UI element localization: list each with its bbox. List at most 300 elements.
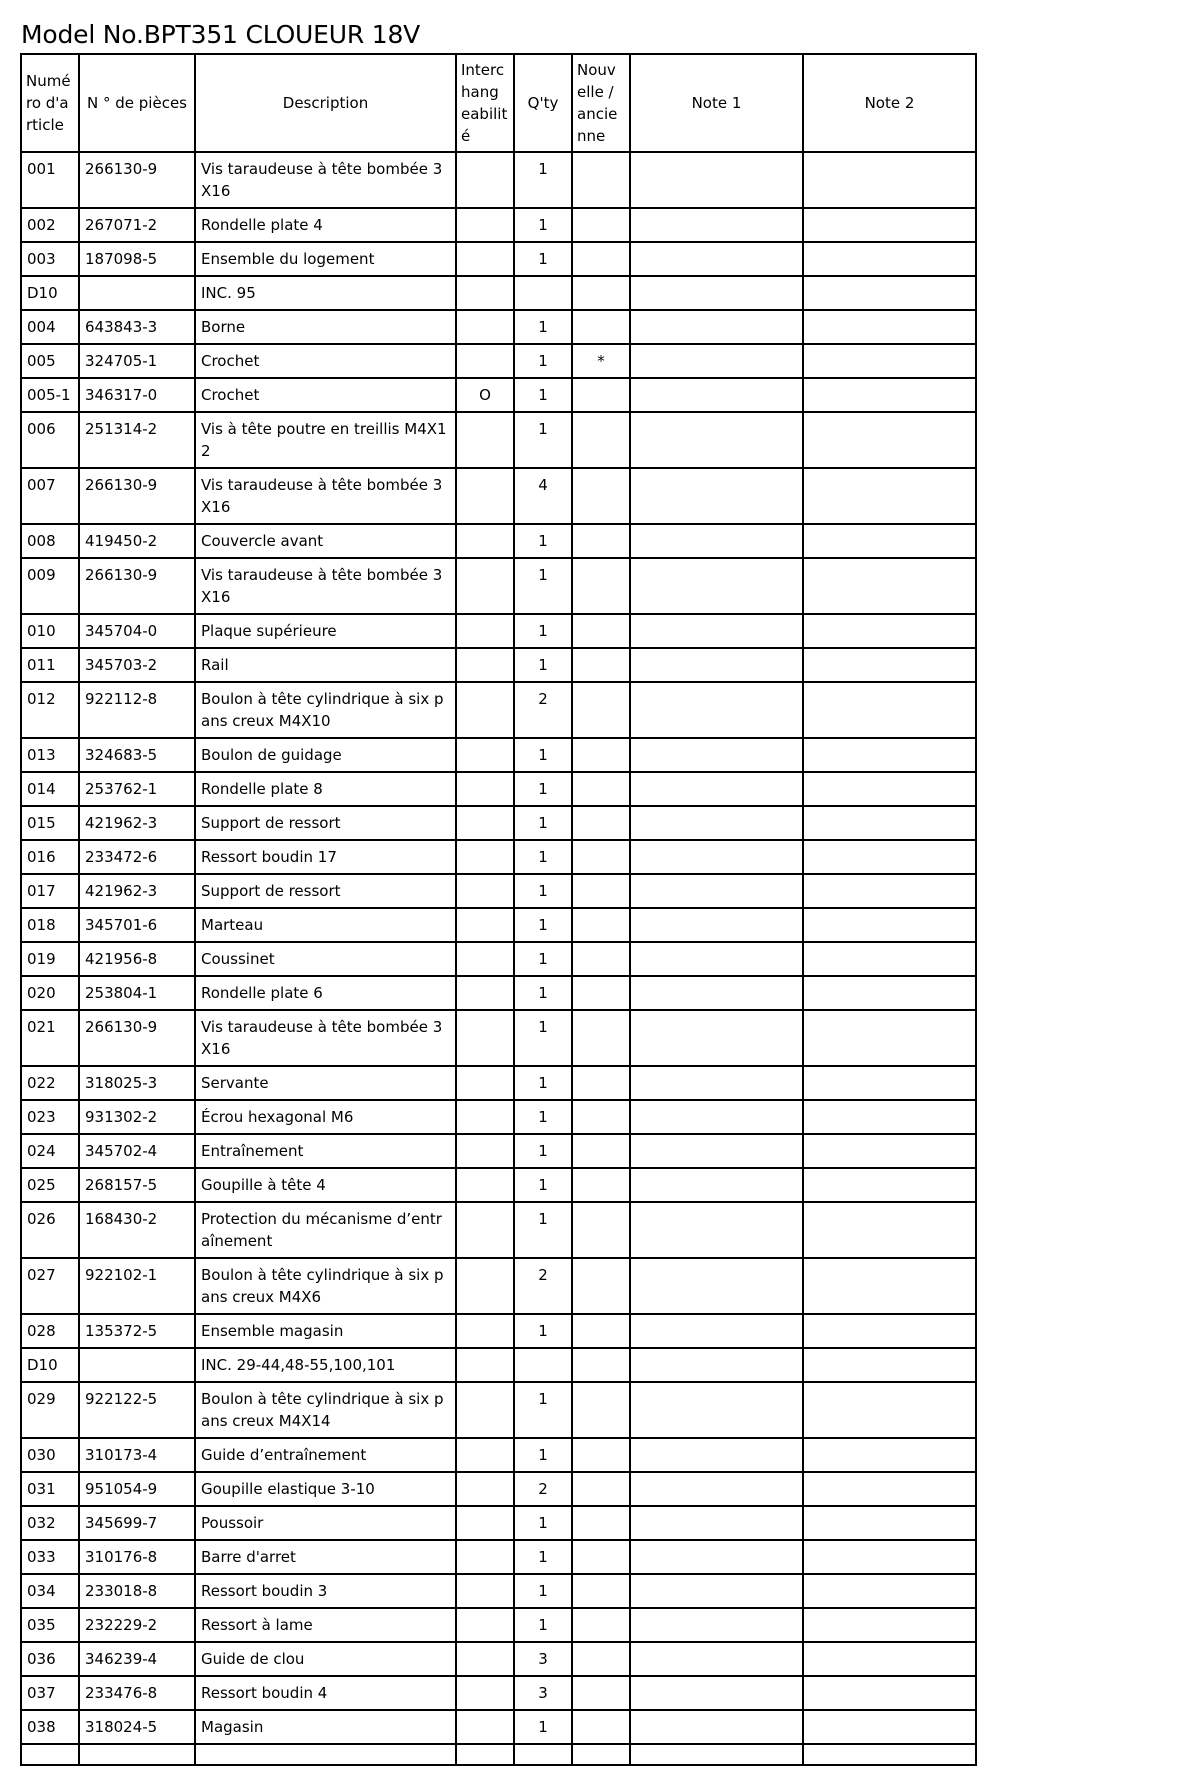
cell-item-number: 022 xyxy=(21,1066,79,1100)
cell-note-1 xyxy=(630,908,803,942)
cell-new-old xyxy=(572,524,630,558)
cell-item-number: 030 xyxy=(21,1438,79,1472)
cell-note-1 xyxy=(630,1608,803,1642)
cell-description: Ressort boudin 4 xyxy=(195,1676,456,1710)
cell-part-number: 267071-2 xyxy=(79,208,195,242)
cell-new-old xyxy=(572,1134,630,1168)
table-row xyxy=(21,468,976,524)
cell-new-old xyxy=(572,1066,630,1100)
cell-description: Rondelle plate 8 xyxy=(195,772,456,806)
cell-new-old xyxy=(572,840,630,874)
cell-note-2 xyxy=(803,1710,976,1744)
cell-part-number: 324683-5 xyxy=(79,738,195,772)
cell-note-1 xyxy=(630,1348,803,1382)
cell-note-2 xyxy=(803,412,976,468)
cell-interchangeability xyxy=(456,1642,514,1676)
cell-quantity: 1 xyxy=(514,908,572,942)
table-row xyxy=(21,1202,976,1258)
cell-part-number: 345699-7 xyxy=(79,1506,195,1540)
cell-part-number: 922122-5 xyxy=(79,1382,195,1438)
cell-item-number: 036 xyxy=(21,1642,79,1676)
cell-quantity: 1 xyxy=(514,1100,572,1134)
cell-quantity: 1 xyxy=(514,1710,572,1744)
cell-new-old xyxy=(572,1010,630,1066)
cell-item-number: D10 xyxy=(21,1348,79,1382)
table-row xyxy=(21,1066,976,1100)
cell-quantity: 1 xyxy=(514,976,572,1010)
cell-note-1 xyxy=(630,1574,803,1608)
cell-quantity: 1 xyxy=(514,152,572,208)
cell-note-1 xyxy=(630,1382,803,1438)
cell-note-2 xyxy=(803,208,976,242)
cell-new-old xyxy=(572,1608,630,1642)
cell-description: Support de ressort xyxy=(195,874,456,908)
cell-description xyxy=(195,1744,456,1765)
cell-note-2 xyxy=(803,1472,976,1506)
cell-item-number: 026 xyxy=(21,1202,79,1258)
cell-part-number: 310176-8 xyxy=(79,1540,195,1574)
cell-new-old xyxy=(572,242,630,276)
cell-quantity: 1 xyxy=(514,772,572,806)
cell-note-1 xyxy=(630,1506,803,1540)
cell-new-old xyxy=(572,772,630,806)
cell-new-old xyxy=(572,558,630,614)
cell-note-1 xyxy=(630,772,803,806)
cell-new-old xyxy=(572,614,630,648)
cell-interchangeability xyxy=(456,1438,514,1472)
cell-item-number: 008 xyxy=(21,524,79,558)
cell-interchangeability xyxy=(456,1744,514,1765)
cell-description: Vis à tête poutre en treillis M4X12 xyxy=(195,412,456,468)
cell-part-number: 421962-3 xyxy=(79,806,195,840)
cell-new-old xyxy=(572,310,630,344)
cell-description: Coussinet xyxy=(195,942,456,976)
table-header-row xyxy=(21,54,976,152)
cell-quantity: 1 xyxy=(514,242,572,276)
cell-new-old xyxy=(572,1642,630,1676)
cell-quantity: 1 xyxy=(514,1066,572,1100)
cell-description: Borne xyxy=(195,310,456,344)
cell-note-1 xyxy=(630,310,803,344)
cell-note-1 xyxy=(630,344,803,378)
cell-quantity: 1 xyxy=(514,942,572,976)
cell-part-number: 318025-3 xyxy=(79,1066,195,1100)
table-row xyxy=(21,682,976,738)
cell-interchangeability xyxy=(456,1202,514,1258)
cell-description: Crochet xyxy=(195,344,456,378)
cell-new-old xyxy=(572,1100,630,1134)
cell-item-number: 029 xyxy=(21,1382,79,1438)
cell-interchangeability xyxy=(456,1540,514,1574)
table-row xyxy=(21,614,976,648)
cell-note-1 xyxy=(630,942,803,976)
cell-description: Boulon à tête cylindrique à six pans creux M4X10 xyxy=(195,682,456,738)
table-row xyxy=(21,1574,976,1608)
cell-interchangeability xyxy=(456,310,514,344)
cell-part-number: 310173-4 xyxy=(79,1438,195,1472)
cell-new-old xyxy=(572,1506,630,1540)
cell-quantity: 1 xyxy=(514,310,572,344)
cell-item-number: 004 xyxy=(21,310,79,344)
cell-description: Boulon à tête cylindrique à six pans creux M4X14 xyxy=(195,1382,456,1438)
header-part-number: N ° de pièces xyxy=(79,54,195,152)
cell-part-number xyxy=(79,276,195,310)
cell-part-number: 419450-2 xyxy=(79,524,195,558)
cell-item-number: 009 xyxy=(21,558,79,614)
table-row xyxy=(21,1438,976,1472)
cell-note-1 xyxy=(630,1472,803,1506)
cell-description: Barre d'arret xyxy=(195,1540,456,1574)
cell-quantity: 1 xyxy=(514,1506,572,1540)
cell-interchangeability xyxy=(456,1010,514,1066)
cell-interchangeability xyxy=(456,524,514,558)
cell-item-number: 010 xyxy=(21,614,79,648)
cell-new-old xyxy=(572,1540,630,1574)
cell-part-number: 233472-6 xyxy=(79,840,195,874)
header-quantity: Q'ty xyxy=(514,54,572,152)
cell-note-2 xyxy=(803,1100,976,1134)
cell-interchangeability xyxy=(456,614,514,648)
cell-note-2 xyxy=(803,1744,976,1765)
cell-interchangeability xyxy=(456,648,514,682)
cell-note-2 xyxy=(803,1506,976,1540)
cell-new-old xyxy=(572,1472,630,1506)
cell-note-1 xyxy=(630,1744,803,1765)
cell-item-number: 038 xyxy=(21,1710,79,1744)
cell-new-old xyxy=(572,468,630,524)
cell-note-2 xyxy=(803,1258,976,1314)
cell-item-number: 014 xyxy=(21,772,79,806)
cell-note-2 xyxy=(803,1540,976,1574)
cell-note-1 xyxy=(630,1066,803,1100)
cell-description: Guide d’entraînement xyxy=(195,1438,456,1472)
cell-quantity xyxy=(514,276,572,310)
cell-item-number: 034 xyxy=(21,1574,79,1608)
cell-note-2 xyxy=(803,648,976,682)
cell-part-number: 643843-3 xyxy=(79,310,195,344)
cell-note-1 xyxy=(630,1134,803,1168)
cell-interchangeability xyxy=(456,840,514,874)
cell-description: Ressort boudin 3 xyxy=(195,1574,456,1608)
cell-note-2 xyxy=(803,378,976,412)
table-row xyxy=(21,908,976,942)
cell-part-number: 931302-2 xyxy=(79,1100,195,1134)
cell-item-number: 011 xyxy=(21,648,79,682)
cell-note-2 xyxy=(803,1134,976,1168)
cell-interchangeability xyxy=(456,1676,514,1710)
cell-note-2 xyxy=(803,1608,976,1642)
cell-quantity: 3 xyxy=(514,1642,572,1676)
cell-note-2 xyxy=(803,806,976,840)
cell-item-number: 037 xyxy=(21,1676,79,1710)
table-row xyxy=(21,1348,976,1382)
cell-part-number: 421962-3 xyxy=(79,874,195,908)
cell-item-number: 013 xyxy=(21,738,79,772)
cell-item-number: D10 xyxy=(21,276,79,310)
cell-new-old xyxy=(572,1710,630,1744)
parts-table xyxy=(20,53,977,1766)
cell-item-number: 015 xyxy=(21,806,79,840)
cell-item-number: 017 xyxy=(21,874,79,908)
cell-new-old xyxy=(572,1258,630,1314)
cell-note-1 xyxy=(630,806,803,840)
cell-new-old xyxy=(572,1744,630,1765)
table-row xyxy=(21,648,976,682)
cell-description: Ensemble du logement xyxy=(195,242,456,276)
cell-note-1 xyxy=(630,614,803,648)
cell-quantity: 1 xyxy=(514,1438,572,1472)
cell-interchangeability xyxy=(456,682,514,738)
cell-note-2 xyxy=(803,1348,976,1382)
cell-item-number: 033 xyxy=(21,1540,79,1574)
page-title: Model No.BPT351 CLOUEUR 18V xyxy=(21,20,421,49)
cell-note-1 xyxy=(630,558,803,614)
cell-part-number: 135372-5 xyxy=(79,1314,195,1348)
cell-note-1 xyxy=(630,1258,803,1314)
cell-item-number: 028 xyxy=(21,1314,79,1348)
cell-note-2 xyxy=(803,942,976,976)
cell-quantity: 1 xyxy=(514,208,572,242)
cell-part-number: 233476-8 xyxy=(79,1676,195,1710)
cell-interchangeability xyxy=(456,942,514,976)
table-row xyxy=(21,840,976,874)
cell-description: Vis taraudeuse à tête bombée 3X16 xyxy=(195,468,456,524)
cell-quantity: 1 xyxy=(514,1608,572,1642)
cell-description: Ressort boudin 17 xyxy=(195,840,456,874)
cell-new-old xyxy=(572,208,630,242)
cell-interchangeability xyxy=(456,1382,514,1438)
cell-part-number: 345704-0 xyxy=(79,614,195,648)
cell-note-2 xyxy=(803,242,976,276)
cell-interchangeability xyxy=(456,242,514,276)
cell-part-number: 168430-2 xyxy=(79,1202,195,1258)
cell-note-2 xyxy=(803,1202,976,1258)
cell-part-number: 232229-2 xyxy=(79,1608,195,1642)
cell-part-number: 345703-2 xyxy=(79,648,195,682)
cell-description: Guide de clou xyxy=(195,1642,456,1676)
cell-note-1 xyxy=(630,840,803,874)
cell-description: Couvercle avant xyxy=(195,524,456,558)
header-note-2: Note 2 xyxy=(803,54,976,152)
cell-description: Protection du mécanisme d’entraînement xyxy=(195,1202,456,1258)
cell-note-1 xyxy=(630,874,803,908)
cell-new-old xyxy=(572,152,630,208)
cell-item-number: 018 xyxy=(21,908,79,942)
cell-item-number: 002 xyxy=(21,208,79,242)
table-row xyxy=(21,942,976,976)
cell-part-number: 318024-5 xyxy=(79,1710,195,1744)
cell-note-2 xyxy=(803,1168,976,1202)
cell-part-number xyxy=(79,1348,195,1382)
header-item-number: Numé ro d'a rticle xyxy=(21,54,79,152)
cell-part-number: 266130-9 xyxy=(79,558,195,614)
cell-quantity: 2 xyxy=(514,682,572,738)
table-row xyxy=(21,772,976,806)
cell-item-number xyxy=(21,1744,79,1765)
cell-part-number: 345702-4 xyxy=(79,1134,195,1168)
cell-quantity: 1 xyxy=(514,1134,572,1168)
cell-interchangeability xyxy=(456,1134,514,1168)
cell-interchangeability xyxy=(456,1506,514,1540)
cell-new-old xyxy=(572,648,630,682)
cell-note-2 xyxy=(803,840,976,874)
table-row xyxy=(21,1134,976,1168)
cell-part-number: 346317-0 xyxy=(79,378,195,412)
cell-note-2 xyxy=(803,682,976,738)
cell-note-2 xyxy=(803,1574,976,1608)
cell-interchangeability xyxy=(456,908,514,942)
cell-note-2 xyxy=(803,344,976,378)
cell-part-number: 187098-5 xyxy=(79,242,195,276)
cell-description: Poussoir xyxy=(195,1506,456,1540)
cell-quantity: 1 xyxy=(514,840,572,874)
table-row xyxy=(21,1642,976,1676)
cell-new-old xyxy=(572,942,630,976)
cell-note-1 xyxy=(630,208,803,242)
cell-note-1 xyxy=(630,738,803,772)
cell-note-2 xyxy=(803,908,976,942)
table-row xyxy=(21,1472,976,1506)
cell-note-2 xyxy=(803,468,976,524)
cell-interchangeability xyxy=(456,976,514,1010)
cell-note-2 xyxy=(803,1642,976,1676)
cell-new-old xyxy=(572,1202,630,1258)
cell-note-1 xyxy=(630,682,803,738)
cell-item-number: 012 xyxy=(21,682,79,738)
cell-new-old xyxy=(572,378,630,412)
cell-quantity: 1 xyxy=(514,558,572,614)
table-row xyxy=(21,1382,976,1438)
cell-description: Goupille elastique 3-10 xyxy=(195,1472,456,1506)
cell-note-1 xyxy=(630,468,803,524)
cell-interchangeability xyxy=(456,344,514,378)
cell-description: Rail xyxy=(195,648,456,682)
header-description: Description xyxy=(195,54,456,152)
cell-note-2 xyxy=(803,874,976,908)
table-row xyxy=(21,1710,976,1744)
cell-description: Entraînement xyxy=(195,1134,456,1168)
cell-item-number: 007 xyxy=(21,468,79,524)
cell-note-1 xyxy=(630,1168,803,1202)
cell-quantity: 1 xyxy=(514,344,572,378)
cell-quantity: 1 xyxy=(514,1168,572,1202)
cell-description: Goupille à tête 4 xyxy=(195,1168,456,1202)
cell-item-number: 019 xyxy=(21,942,79,976)
cell-note-1 xyxy=(630,242,803,276)
cell-part-number: 345701-6 xyxy=(79,908,195,942)
cell-item-number: 027 xyxy=(21,1258,79,1314)
cell-quantity: 1 xyxy=(514,738,572,772)
cell-note-1 xyxy=(630,1314,803,1348)
header-new-old: Nouv elle / ancie nne xyxy=(572,54,630,152)
cell-note-2 xyxy=(803,1382,976,1438)
table-row xyxy=(21,276,976,310)
table-row xyxy=(21,1314,976,1348)
cell-description: Plaque supérieure xyxy=(195,614,456,648)
cell-note-2 xyxy=(803,1676,976,1710)
cell-interchangeability xyxy=(456,1348,514,1382)
cell-interchangeability xyxy=(456,1066,514,1100)
cell-quantity: 1 xyxy=(514,378,572,412)
cell-part-number: 233018-8 xyxy=(79,1574,195,1608)
cell-note-2 xyxy=(803,738,976,772)
cell-interchangeability xyxy=(456,208,514,242)
cell-interchangeability: O xyxy=(456,378,514,412)
table-row xyxy=(21,806,976,840)
cell-note-1 xyxy=(630,976,803,1010)
table-row xyxy=(21,310,976,344)
cell-description: Vis taraudeuse à tête bombée 3X16 xyxy=(195,1010,456,1066)
cell-description: Boulon à tête cylindrique à six pans creux M4X6 xyxy=(195,1258,456,1314)
cell-part-number: 951054-9 xyxy=(79,1472,195,1506)
cell-item-number: 016 xyxy=(21,840,79,874)
cell-note-1 xyxy=(630,276,803,310)
cell-new-old xyxy=(572,1438,630,1472)
cell-note-1 xyxy=(630,1202,803,1258)
cell-new-old xyxy=(572,806,630,840)
header-note-1: Note 1 xyxy=(630,54,803,152)
cell-new-old xyxy=(572,1676,630,1710)
cell-note-2 xyxy=(803,276,976,310)
cell-note-1 xyxy=(630,1100,803,1134)
table-row xyxy=(21,378,976,412)
cell-part-number: 268157-5 xyxy=(79,1168,195,1202)
cell-interchangeability xyxy=(456,468,514,524)
cell-note-1 xyxy=(630,378,803,412)
cell-part-number xyxy=(79,1744,195,1765)
cell-part-number: 922102-1 xyxy=(79,1258,195,1314)
cell-new-old xyxy=(572,1168,630,1202)
cell-quantity: 1 xyxy=(514,1540,572,1574)
cell-interchangeability xyxy=(456,1314,514,1348)
cell-description: Support de ressort xyxy=(195,806,456,840)
cell-interchangeability xyxy=(456,772,514,806)
cell-quantity: 1 xyxy=(514,1010,572,1066)
cell-note-1 xyxy=(630,1438,803,1472)
cell-item-number: 006 xyxy=(21,412,79,468)
cell-quantity: 1 xyxy=(514,806,572,840)
cell-new-old xyxy=(572,874,630,908)
cell-quantity xyxy=(514,1348,572,1382)
cell-new-old xyxy=(572,738,630,772)
cell-description: Vis taraudeuse à tête bombée 3X16 xyxy=(195,152,456,208)
cell-description: Rondelle plate 4 xyxy=(195,208,456,242)
cell-interchangeability xyxy=(456,412,514,468)
cell-note-2 xyxy=(803,1066,976,1100)
cell-item-number: 035 xyxy=(21,1608,79,1642)
cell-description: Marteau xyxy=(195,908,456,942)
cell-note-1 xyxy=(630,152,803,208)
cell-interchangeability xyxy=(456,738,514,772)
cell-note-2 xyxy=(803,1438,976,1472)
cell-quantity: 1 xyxy=(514,614,572,648)
cell-quantity: 4 xyxy=(514,468,572,524)
cell-description: INC. 29-44,48-55,100,101 xyxy=(195,1348,456,1382)
cell-note-1 xyxy=(630,1540,803,1574)
cell-note-1 xyxy=(630,648,803,682)
cell-note-2 xyxy=(803,558,976,614)
cell-quantity: 1 xyxy=(514,1202,572,1258)
cell-note-1 xyxy=(630,1010,803,1066)
cell-quantity: 1 xyxy=(514,1574,572,1608)
cell-description: Ensemble magasin xyxy=(195,1314,456,1348)
table-row xyxy=(21,344,976,378)
cell-interchangeability xyxy=(456,1168,514,1202)
cell-note-1 xyxy=(630,1710,803,1744)
header-interchangeability: Interc hang eabilit é xyxy=(456,54,514,152)
table-row xyxy=(21,524,976,558)
cell-interchangeability xyxy=(456,558,514,614)
